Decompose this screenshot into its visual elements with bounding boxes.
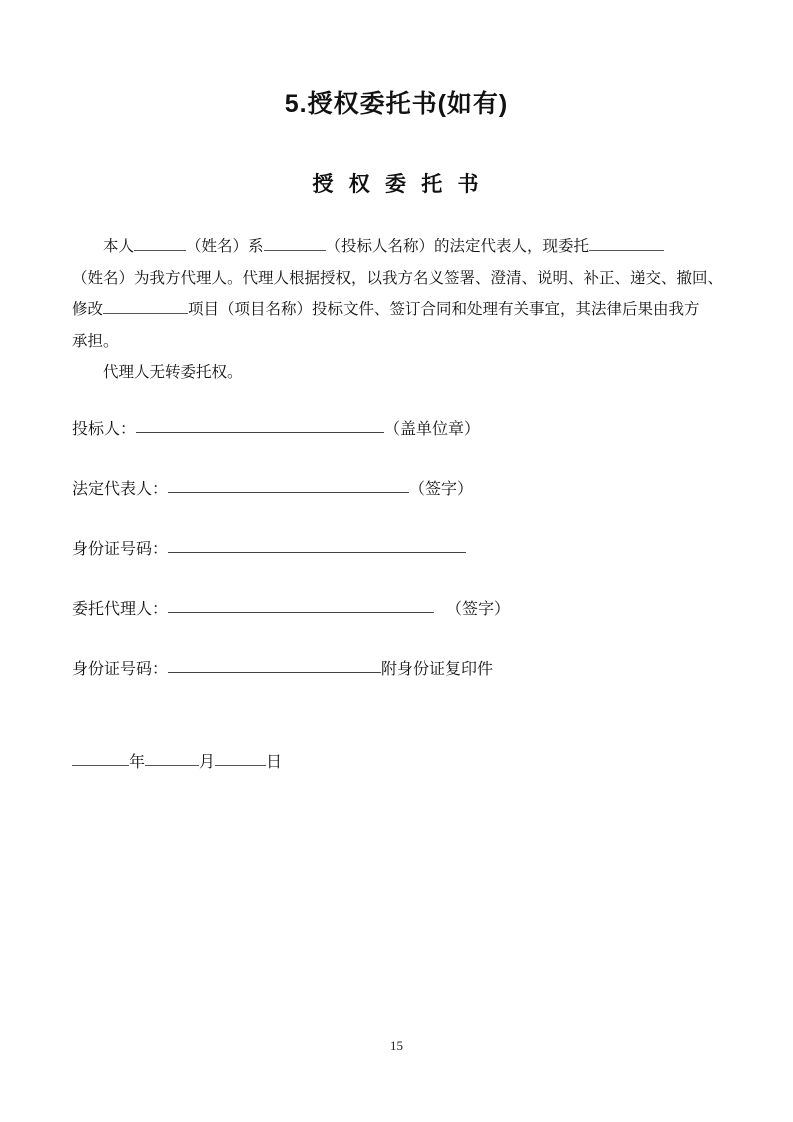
blank-underline-bidder-name [264, 235, 326, 251]
id-number-underline [168, 537, 466, 554]
signature-fields [72, 417, 721, 677]
month-blank-underline [145, 750, 199, 767]
blank-underline-agent-name [589, 235, 664, 251]
id-number-label: 身份证号码： [72, 540, 169, 558]
paragraph-text: （投标人名称）的法定代表人，现委托 [325, 238, 590, 255]
authorized-agent-field [72, 597, 721, 617]
paragraph-line [72, 326, 721, 358]
bidder-label: 投标人： [72, 420, 137, 438]
agent-id-number-label: 身份证号码： [72, 660, 169, 678]
authorized-agent-suffix: （签字） [446, 600, 511, 618]
blank-underline-project-name [103, 298, 188, 314]
legal-representative-label: 法定代表人： [72, 480, 169, 498]
legal-representative-suffix: （签字） [409, 480, 474, 498]
bidder-suffix: （盖单位章） [384, 420, 481, 438]
agent-id-number-field [72, 657, 721, 677]
paragraph-text: 本人 [103, 238, 135, 255]
paragraph-line [72, 231, 721, 263]
paragraph-text: 修改 [72, 301, 104, 318]
day-label: 日 [266, 753, 283, 771]
agent-id-number-suffix: 附身份证复印件 [381, 660, 494, 678]
paragraph-text: 项目（项目名称）投标文件、签订合同和处理有关事宜，其法律后果由我方 [188, 301, 700, 318]
month-label: 月 [199, 753, 216, 771]
paragraph-line [72, 294, 721, 326]
bidder-underline [136, 417, 384, 434]
paragraph-text: （姓名）为我方代理人。代理人根据授权，以我方名义签署、澄清、说明、补正、递交、撤回、 [72, 269, 724, 287]
date-line [72, 750, 721, 770]
blank-underline-name [134, 235, 186, 251]
authorized-agent-underline [168, 597, 434, 614]
page-number: 15 [390, 1038, 403, 1053]
legal-representative-field [72, 477, 721, 497]
section-title: 5.授权委托书(如有) [284, 90, 509, 118]
day-blank-underline [215, 750, 266, 767]
document-title: 授 权 委 托 书 [312, 172, 481, 196]
agent-id-number-underline [168, 657, 381, 674]
paragraph-text: 承担。 [72, 332, 119, 350]
paragraph-line [72, 357, 721, 389]
year-blank-underline [72, 750, 129, 767]
authorization-paragraph [72, 231, 724, 389]
paragraph-text: 代理人无转委托权。 [103, 364, 243, 381]
authorized-agent-label: 委托代理人： [72, 600, 169, 618]
paragraph-text: （姓名）系 [186, 238, 264, 255]
id-number-field [72, 537, 721, 557]
legal-representative-underline [168, 477, 409, 494]
page-content [0, 84, 793, 770]
year-label: 年 [129, 753, 146, 771]
paragraph-line [72, 263, 724, 295]
bidder-field [72, 417, 721, 437]
